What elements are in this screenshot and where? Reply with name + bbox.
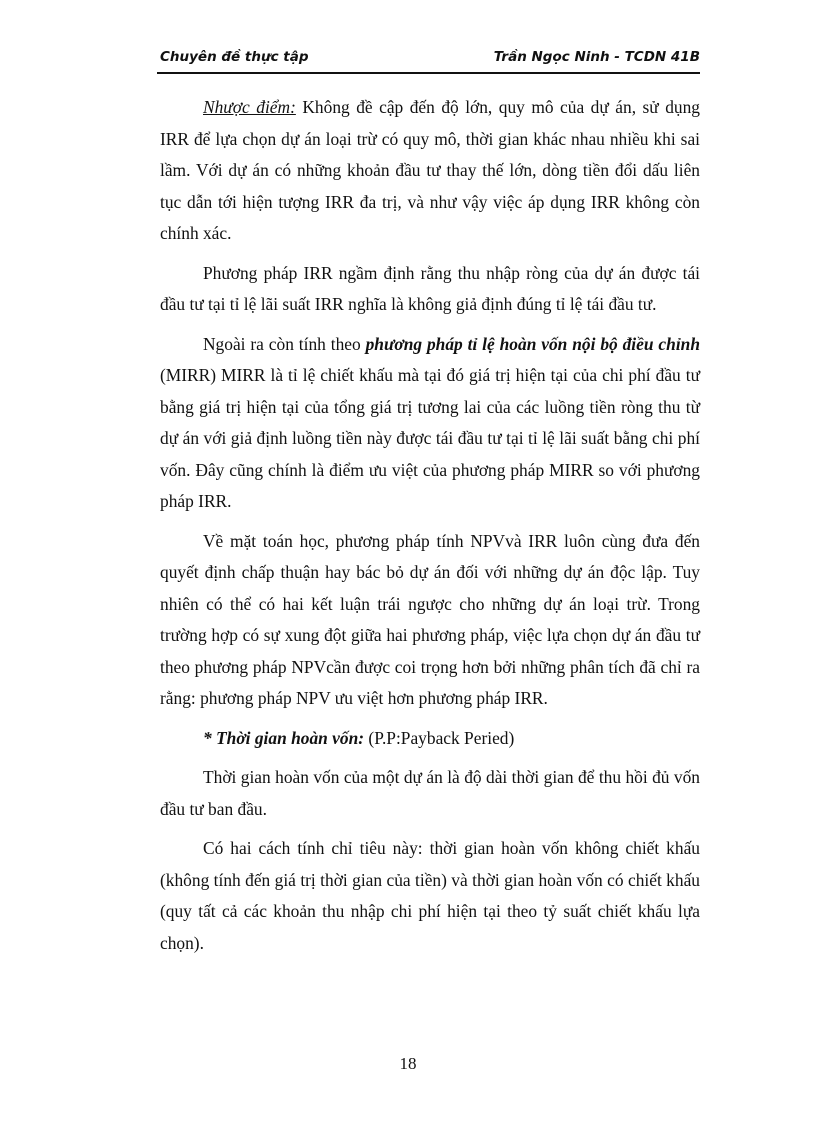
- page-number: 18: [399, 1054, 417, 1073]
- paragraph-payback-methods: Có hai cách tính chỉ tiêu này: thời gian hoàn vốn không chiết khấu (không tính đến giá trị thời gian của tiền) và thời gian hoàn vốn có chiết khấu (quy tất cả các khoản thu nhập chi phí hiện tại theo tỷ suất chiết khấu lựa chọn).: [160, 838, 700, 953]
- paragraph-irr-assumption: Phương pháp IRR ngầm định rằng thu nhập ròng của dự án được tái đầu tư tại tỉ lệ lãi suất IRR nghĩa là không giả định đúng tỉ lệ tái đầu tư.: [160, 262, 700, 314]
- document-body: [160, 92, 700, 967]
- page-header: [160, 49, 700, 71]
- mirr-term: phương pháp tỉ lệ hoàn vốn nội bộ điều chỉnh: [365, 333, 700, 354]
- disadvantages-text: Không đề cập đến độ lớn, quy mô của dự án, sử dụng IRR để lựa chọn dự án loại trừ có quy mô, thời gian khác nhau nhiều khi sai lầm. Với dự án có những khoản đầu tư thay thế lớn, dòng tiền đổi dấu liên tục dẫn tới hiện tượng IRR đa trị, và như vậy việc áp dụng IRR không còn chính xác.: [160, 97, 700, 243]
- header-divider: [157, 72, 700, 74]
- mirr-text: (MIRR) MIRR là tỉ lệ chiết khấu mà tại đó giá trị hiện tại của chi phí đầu tư bằng giá trị hiện tại của tổng giá trị tương lai của các luồng tiền ròng thu từ dự án với giả định luồng tiền này được tái đầu tư tại tỉ lệ lãi suất bằng chi phí vốn. Đây cũng chính là điểm ưu việt của phương pháp MIRR so với phương pháp IRR.: [160, 365, 700, 511]
- paragraph-payback-heading: [160, 723, 700, 755]
- paragraph-npv-vs-irr: Về mặt toán học, phương pháp tính NPVvà IRR luôn cùng đưa đến quyết định chấp thuận hay bác bỏ dự án đối với những dự án độc lập. Tuy nhiên có thể có hai kết luận trái ngược cho những dự án loại trừ. Trong trường hợp có sự xung đột giữa hai phương pháp, việc lựa chọn dự án đầu tư theo phương pháp NPVcần được coi trọng hơn bởi những phân tích đã chỉ ra rằng: phương pháp NPV ưu việt hơn phương pháp IRR.: [160, 530, 700, 708]
- payback-heading: * Thời gian hoàn vốn:: [203, 727, 365, 748]
- paragraph-payback-definition: Thời gian hoàn vốn của một dự án là độ dài thời gian để thu hồi đủ vốn đầu tư ban đầu.: [160, 767, 700, 819]
- header-document-title: Chuyên đề thực tập: [160, 49, 309, 65]
- mirr-intro: Ngoài ra còn tính theo: [203, 333, 366, 354]
- payback-heading-note: (P.P:Payback Peried): [364, 727, 515, 748]
- header-author: Trần Ngọc Ninh - TCDN 41B: [493, 49, 700, 65]
- paragraph-disadvantages: [160, 92, 700, 250]
- paragraph-mirr: [160, 329, 700, 518]
- disadvantages-label: Nhược điểm:: [203, 97, 296, 117]
